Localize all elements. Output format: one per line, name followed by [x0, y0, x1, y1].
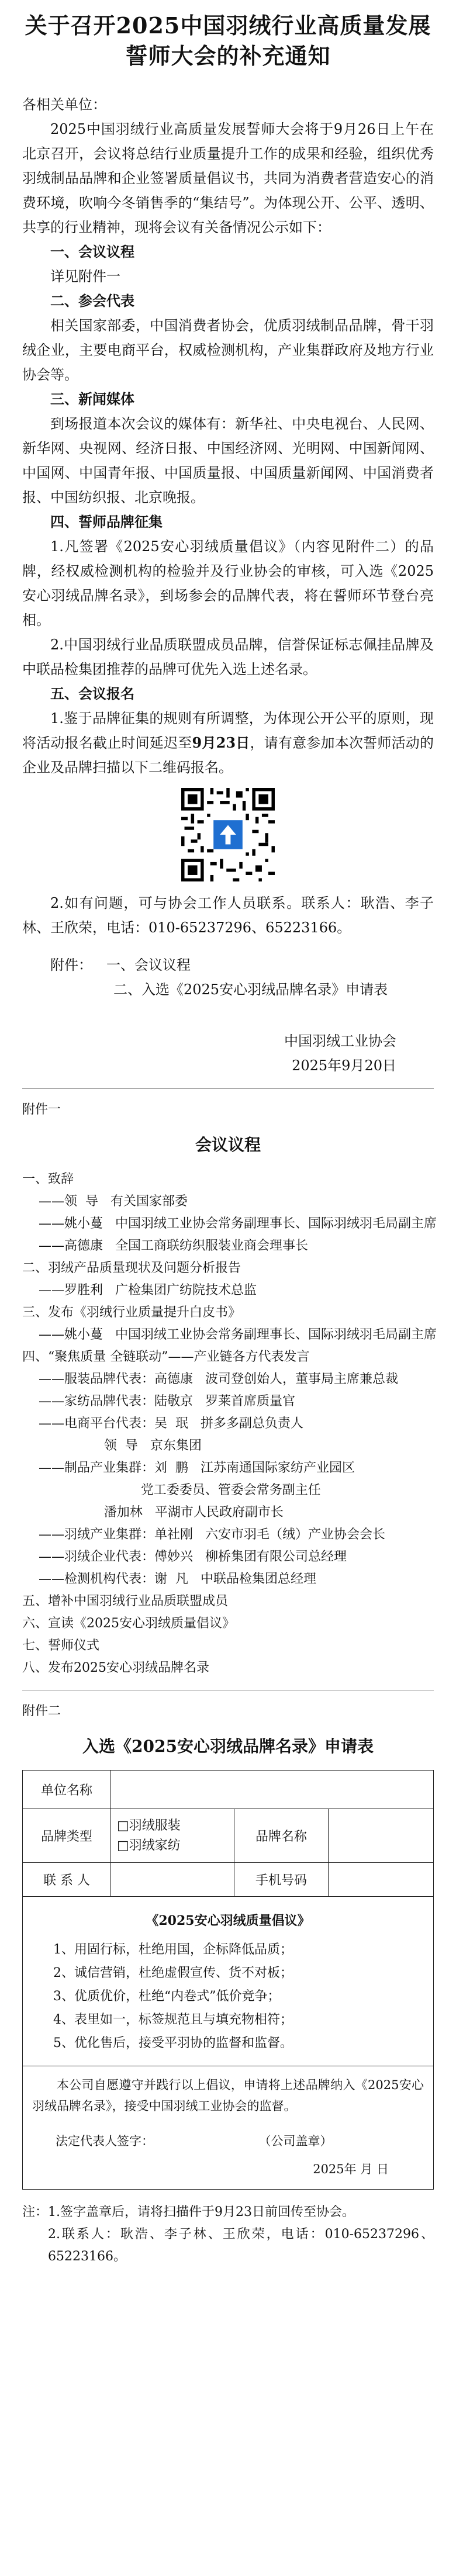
agenda-item: ——高德康 全国工商联纺织服装业商会理事长 — [22, 1239, 308, 1253]
brand-type-options — [111, 1809, 234, 1863]
agenda-item: ——羽绒企业代表：傅妙兴 柳桥集团有限公司总经理 — [22, 1550, 347, 1564]
deadline-date: 9月23日 — [192, 734, 250, 751]
brand-name-field[interactable] — [329, 1809, 434, 1863]
pledge-item: 4、表里如一，标签规范且与填充物相符； — [53, 2013, 293, 2027]
contact-field[interactable] — [111, 1863, 234, 1897]
agenda-list — [22, 1168, 437, 1679]
agenda-item: 四、“聚焦质量 全链联动”——产业链各方代表发言 — [22, 1350, 310, 1364]
appendix-1-title: 会议议程 — [195, 1135, 261, 1154]
brand-type-label: 品牌类型 — [23, 1809, 111, 1863]
note-2: 2.联系人：耿浩、李子林、王欣荣，电话：010-65237296、65223166。 — [48, 2227, 434, 2264]
appendix-1-label: 附件一 — [22, 1102, 61, 1117]
agenda-item: ——姚小蔓 中国羽绒工业协会常务副理事长、国际羽绒羽毛局副主席 — [22, 1327, 437, 1342]
section-4-paragraph-1: 1.凡签署《2025安心羽绒质量倡议》（内容见附件二）的品牌，经权威检测机构的检验并及行业协会的审核，可入选《2025安心羽绒品牌名录》，到场参会的品牌代表，将在誓师环节登台亮相。 — [22, 538, 434, 628]
appendix-1 — [0, 1099, 456, 1679]
section-4-title: 四、誓师品牌征集 — [50, 513, 163, 530]
brand-name-label: 品牌名称 — [234, 1809, 329, 1863]
attachments-label: 附件： — [50, 957, 92, 973]
agenda-item: 八、发布2025安心羽绒品牌名录 — [22, 1661, 209, 1675]
agenda-item: ——姚小蔓 中国羽绒工业协会常务副理事长、国际羽绒羽毛局副主席 — [22, 1216, 437, 1231]
phone-field[interactable] — [329, 1863, 434, 1897]
appendix-2-title: 入选《2025安心羽绒品牌名录》申请表 — [82, 1737, 374, 1756]
application-form — [22, 1770, 434, 2190]
notes — [0, 2201, 456, 2268]
section-1-title: 一、会议议程 — [50, 243, 134, 260]
divider — [22, 1088, 434, 1089]
section-5-text-c: ，请有意参加本次誓师活动的企业及品牌扫描以下二维码报名。 — [22, 735, 434, 776]
section-5-title: 五、会议报名 — [50, 685, 134, 702]
pledge-item: 5、优化售后，接受平羽协的监督和监督。 — [53, 2036, 293, 2051]
notice-title: 关于召开2025中国羽绒行业高质量发展誓师大会的补充通知 — [25, 12, 431, 69]
signature-org: 中国羽绒工业协会 — [284, 1033, 396, 1049]
section-3-title: 三、新闻媒体 — [50, 390, 134, 407]
registration-qr-code-icon[interactable] — [181, 788, 275, 881]
attachment-1: 一、会议议程 — [106, 957, 191, 973]
agenda-item: ——检测机构代表：谢 凡 中联品检集团总经理 — [22, 1572, 316, 1586]
section-5-text-a: 1.鉴于品牌征集的规则有所调整，为体现公开公平的原则，现将活动报名截止时间延迟至 — [22, 710, 434, 751]
checkbox-down-apparel[interactable]: □羽绒服装 — [117, 1818, 181, 1833]
contact-label: 联 系 人 — [23, 1863, 111, 1897]
unit-name-field[interactable] — [111, 1771, 434, 1809]
section-3-text: 到场报道本次会议的媒体有：新华社、中央电视台、人民网、新华网、央视网、经济日报、中国经济网、光明网、中国新闻网、中国网、中国青年报、中国质量报、中国质量新闻网、中国消费者报、中国纺织报、北京晚报。 — [22, 416, 434, 506]
legal-rep-label: 法定代表人签字： — [56, 2134, 154, 2148]
section-1-text: 详见附件一 — [50, 268, 120, 285]
notice-body — [0, 92, 456, 1078]
pledge-list — [29, 1938, 427, 2055]
agenda-item: 二、羽绒产品质量现状及问题分析报告 — [22, 1261, 241, 1275]
signature-row — [32, 2131, 424, 2152]
agenda-item: 潘加林 平湖市人民政府副市长 — [22, 1505, 284, 1520]
commitment-cell — [23, 2066, 434, 2190]
intro-paragraph: 2025中国羽绒行业高质量发展誓师大会将于9月26日上午在北京召开，会议将总结行业质量提升工作的成果和经验，组织优秀羽绒制品品牌和企业签署质量倡议书，共同为消费者营造安心的消费环境，吹响今冬销售季的“集结号”。为体现公开、公平、透明、共享的行业精神，现将会议有关备情况公示如下： — [22, 121, 434, 236]
agenda-item: ——电商平台代表：吴 珉 拼多多副总负责人 — [22, 1416, 303, 1431]
section-4-paragraph-2: 2.中国羽绒行业品质联盟成员品牌，信誉保证标志佩挂品牌及中联品检集团推荐的品牌可优先入选上述名录。 — [22, 637, 434, 677]
appendix-2 — [0, 1701, 456, 1757]
attachments-line-1 — [22, 953, 434, 977]
agenda-item: 五、增补中国羽绒行业品质联盟成员 — [22, 1594, 229, 1609]
section-2-text: 相关国家部委，中国消费者协会，优质羽绒制品品牌，骨干羽绒企业，主要电商平台，权威检测机构，产业集群政府及地方行业协会等。 — [22, 317, 434, 383]
pledge-item: 1、用固行标，杜绝用国，企标降低品质； — [53, 1942, 293, 1957]
note-1: 注：1.签字盖章后，请将扫描件于9月23日前回传至协会。 — [22, 2205, 355, 2219]
pledge-cell — [23, 1897, 434, 2066]
pledge-title: 《2025安心羽绒质量倡议》 — [146, 1913, 310, 1928]
agenda-item: ——罗胜利 广检集团广纺院技术总监 — [22, 1283, 257, 1298]
salutation: 各相关单位： — [22, 96, 106, 113]
agenda-item: 一、致辞 — [22, 1172, 74, 1187]
appendix-2-label: 附件二 — [22, 1704, 61, 1719]
commitment-text: 本公司自愿遵守并践行以上倡议，申请将上述品牌纳入《2025安心羽绒品牌名录》，接受中国羽绒工业协会的监督。 — [32, 2078, 424, 2113]
attachment-2: 二、入选《2025安心羽绒品牌名录》申请表 — [113, 981, 388, 998]
agenda-item: ——服装品牌代表：高德康 波司登创始人，董事局主席兼总裁 — [22, 1372, 398, 1386]
phone-label: 手机号码 — [234, 1863, 329, 1897]
agenda-item: ——领 导 有关国家部委 — [22, 1194, 188, 1209]
section-5-paragraph-1 — [22, 706, 434, 780]
agenda-item: 党工委委员、管委会常务副主任 — [22, 1483, 321, 1498]
section-5-paragraph-2: 2.如有问题，可与协会工作人员联系。联系人：耿浩、李子林、王欣荣，电话：010-65237296、65223166。 — [22, 895, 434, 936]
agenda-item: ——制品产业集群：刘 鹏 江苏南通国际家纺产业园区 — [22, 1461, 355, 1475]
form-date: 2025年 月 日 — [313, 2162, 389, 2176]
agenda-item: ——家纺品牌代表：陆敬京 罗莱首席质量官 — [22, 1394, 295, 1409]
pledge-item: 3、优质优价，杜绝“内卷式”低价竞争； — [53, 1989, 281, 2004]
agenda-item: 三、发布《羽绒行业质量提升白皮书》 — [22, 1305, 241, 1320]
signature-date: 2025年9月20日 — [292, 1057, 396, 1074]
agenda-item: ——羽绒产业集群：单社刚 六安市羽毛（绒）产业协会会长 — [22, 1527, 385, 1542]
agenda-item: 领 导 京东集团 — [22, 1439, 202, 1453]
agenda-item: 七、誓师仪式 — [22, 1638, 100, 1653]
pledge-item: 2、诚信营销，杜绝虚假宣传、货不对板； — [53, 1966, 293, 1980]
company-seal-label: （公司盖章） — [265, 2134, 333, 2148]
section-2-title: 二、参会代表 — [50, 292, 134, 309]
unit-name-label: 单位名称 — [23, 1771, 111, 1809]
checkbox-down-bedding[interactable]: □羽绒家纺 — [117, 1838, 181, 1853]
agenda-item: 六、宣读《2025安心羽绒质量倡议》 — [22, 1616, 235, 1631]
